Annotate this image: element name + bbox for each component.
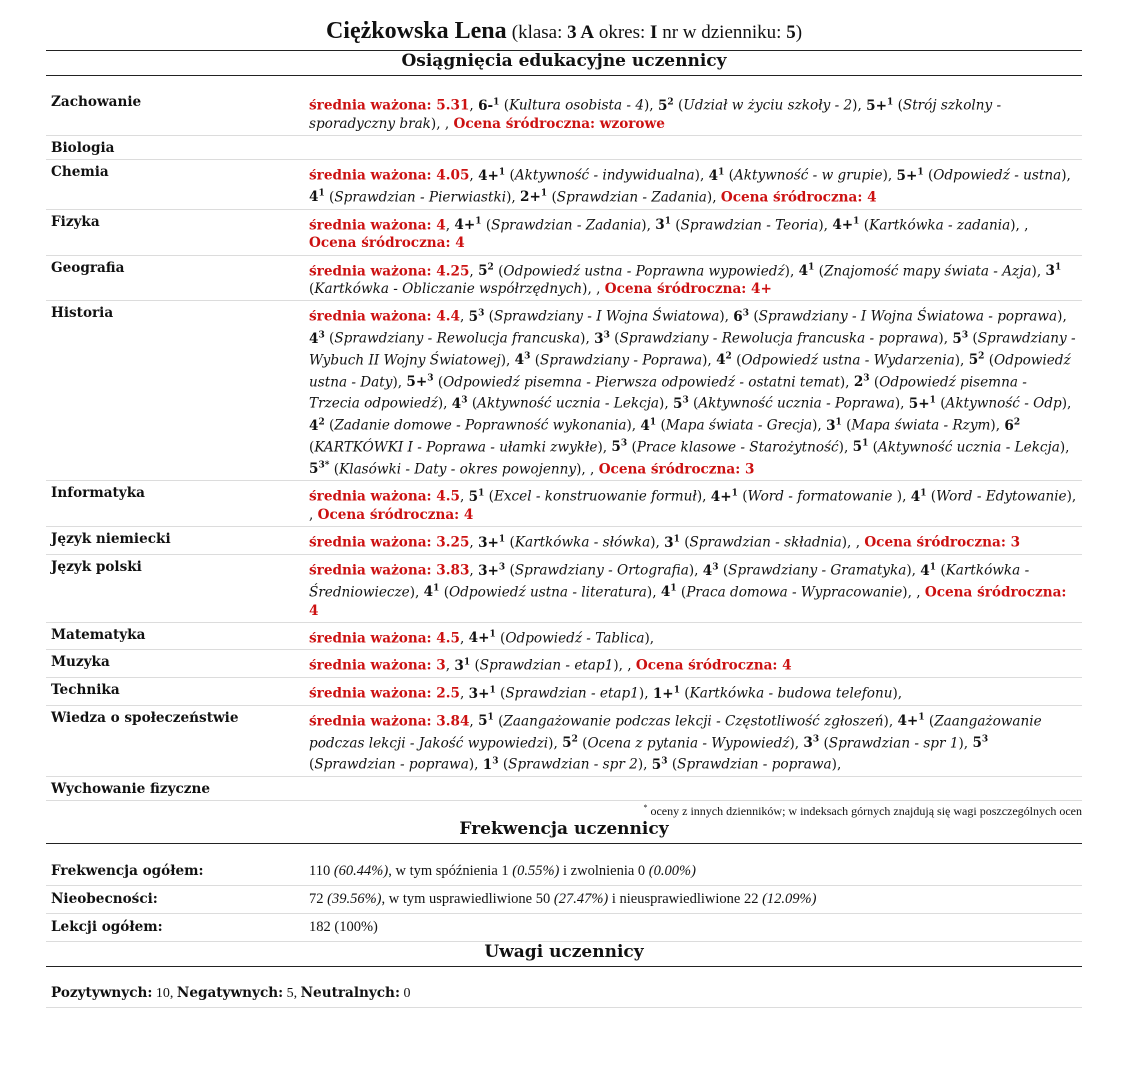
grade-value: 4+$^1$ <box>478 167 506 184</box>
grade-description: Sprawdziany - Ortografia <box>514 562 689 579</box>
grade-weight: 3 <box>461 395 468 406</box>
grade-value: 6-$^1$ <box>478 97 500 114</box>
grade-value: 4+$^1$ <box>710 488 738 505</box>
grade-value: $3^3$ <box>803 734 820 752</box>
class-value: 3 A <box>567 22 595 43</box>
grade-description: Udział w życiu szkoły - 2 <box>683 97 853 114</box>
neutral-label: Neutralnych: <box>300 985 400 1002</box>
grade-value: $4^1$ <box>660 583 677 601</box>
grade-value: $5^{3*}$ <box>309 460 330 478</box>
weighted-average: średnia ważona: 4.5 <box>309 630 460 647</box>
term-value: I <box>650 22 658 43</box>
grade-description: Sprawdzian - Zadania <box>556 189 707 206</box>
grade-weight: 3 <box>812 734 820 745</box>
grades-table <box>46 90 1082 801</box>
subject-name: Matematyka <box>46 622 309 650</box>
grade-value: $5^3$ <box>972 734 989 752</box>
grade-value: $3^1$ <box>664 534 680 551</box>
subject-grades: średnia ważona: 4.05, 4+$^1$ (Aktywność - indywidualna), $4^1$ (Aktywność - w grupie), 5+$^1$ (Odpowiedź - ustna), $4^1$ (Sprawdzian - Pierwiastki), 2+$^1$ (Sprawdzian - Zadania), Ocena śródroczna: 4 <box>309 160 1082 209</box>
weighted-average: średnia ważona: 4.4 <box>309 309 460 326</box>
term-grade: Ocena śródroczna: 3 <box>598 461 755 478</box>
grade-description: Aktywność ucznia - Lekcja <box>477 395 660 412</box>
grade-weight: 1 <box>493 97 500 107</box>
grade-value: $5^1$ <box>468 488 485 505</box>
subject-row <box>46 678 1082 706</box>
grade-value: 2+$^1$ <box>520 188 548 206</box>
grade-value: $3^1$ <box>655 216 671 234</box>
grade-description: Znajomość mapy świata - Azja <box>823 263 1032 280</box>
grade-weight: 1 <box>1054 262 1062 273</box>
student-name: Ciężkowska Lena <box>325 18 507 44</box>
grade-value: $4^3$ <box>309 330 325 347</box>
grade-description: Zaangażowanie podczas lekcji - Częstotliwość zgłoszeń <box>503 713 884 730</box>
grade-description: Aktywność - indywidualna <box>514 167 695 184</box>
grade-value: 4+$^1$ <box>897 712 925 730</box>
grade-description: Sprawdziany - Poprawa <box>540 352 703 369</box>
subject-row <box>46 160 1082 209</box>
grade-description: Sprawdzian - składnia <box>689 534 842 551</box>
grade-weight: 1 <box>487 712 494 723</box>
subject-grades: średnia ważona: 4, 4+$^1$ (Sprawdzian - Zadania), $3^1$ (Sprawdzian - Teoria), 4+$^1$ (Kartkówka - zadania), , Ocena śródroczna: 4 <box>309 209 1082 255</box>
grade-value: $5^2$ <box>562 734 578 752</box>
subject-row <box>46 777 1082 801</box>
grade-weight: 1 <box>498 167 506 178</box>
grade-weight: 3 <box>961 330 969 341</box>
grades-section-title: Osiągnięcia edukacyjne uczennicy <box>46 51 1082 76</box>
grade-description: Aktywność - w grupie <box>733 167 883 184</box>
grade-weight: 3 <box>712 562 719 573</box>
grade-description: Sprawdzian - poprawa <box>314 756 469 773</box>
subject-name: Biologia <box>46 135 309 159</box>
grade-description: Odpowiedź ustna - literatura <box>449 584 647 601</box>
grade-weight: 1 <box>886 97 894 107</box>
subject-row <box>46 527 1082 555</box>
weighted-average: średnia ważona: 3.84 <box>309 713 470 730</box>
notes-section-title: Uwagi uczennicy <box>46 942 1082 967</box>
grade-description: Word - formatowanie <box>747 488 897 505</box>
grade-weight: 1 <box>318 188 325 199</box>
subject-grades: średnia ważona: 3.83, 3+$^3$ (Sprawdziany - Ortografia), $4^3$ (Sprawdziany - Gramatyka), $4^1$ (Kartkówka - Średniowiecze), $4^1$ (Odpowiedź ustna - literatura), $4^1$ (Praca domowa - Wypracowanie), , Ocena śródroczna: 4 <box>309 555 1082 623</box>
grade-description: Odpowiedź - ustna <box>933 167 1062 184</box>
grade-value: 5+$^1$ <box>908 395 936 412</box>
grade-weight: 1 <box>670 583 677 594</box>
grade-weight: 1 <box>920 488 927 499</box>
report-page <box>46 0 1082 1008</box>
grade-description: Sprawdzian - spr 2 <box>508 756 638 773</box>
subject-name: Chemia <box>46 160 309 209</box>
grade-weight: 1 <box>718 167 725 178</box>
subject-row <box>46 209 1082 255</box>
subject-name: Wychowanie fizyczne <box>46 777 309 801</box>
subject-row <box>46 481 1082 527</box>
subject-grades: średnia ważona: 4.25, $5^2$ (Odpowiedź ustna - Poprawna wypowiedź), $4^1$ (Znajomość mapy świata - Azja), $3^1$ (Kartkówka - Obliczanie współrzędnych), , Ocena śródroczna: 4+ <box>309 255 1082 301</box>
grade-description: Sprawdzian - spr 1 <box>828 735 959 752</box>
grade-value: $5^1$ <box>478 712 494 730</box>
attendance-value: 182 (100%) <box>309 914 1082 942</box>
grade-description: Sprawdzian - Zadania <box>491 217 642 234</box>
grade-weight: 3* <box>318 460 330 471</box>
grade-weight: 1 <box>489 629 496 640</box>
term-grade: Ocena śródroczna: wzorowe <box>453 115 665 132</box>
subject-grades: średnia ważona: 3, $3^1$ (Sprawdzian - etap1), , Ocena śródroczna: 4 <box>309 650 1082 678</box>
subject-name: Wiedza o społeczeństwie <box>46 705 309 776</box>
weighted-average: średnia ważona: 4.25 <box>309 263 470 280</box>
grade-weight: 1 <box>929 395 936 406</box>
grade-description: Prace klasowe - Starożytność <box>636 439 839 456</box>
grade-description: Klasówki - Daty - okres powojenny <box>339 461 577 478</box>
grade-weight: 3 <box>427 373 434 384</box>
positive-label: Pozytywnych: <box>51 985 153 1002</box>
grade-weight: 1 <box>463 657 471 668</box>
grade-value: $5^3$ <box>952 330 969 347</box>
grade-description: Sprawdziany - I Wojna Światowa - poprawa <box>758 309 1058 326</box>
term-grade: Ocena śródroczna: 4 <box>309 584 1067 619</box>
grade-description: Odpowiedź ustna - Wydarzenia <box>741 352 955 369</box>
grade-weight: 2 <box>667 97 674 107</box>
grade-weight: 1 <box>498 534 506 545</box>
grade-value: 1+$^1$ <box>652 685 680 702</box>
attendance-row <box>46 914 1082 942</box>
grade-description: Mapa świata - Grecja <box>665 417 813 434</box>
grade-description: Mapa świata - Rzym <box>851 417 991 434</box>
grade-weight: 3 <box>524 351 531 362</box>
attendance-label: Frekwencja ogółem: <box>46 858 309 886</box>
attendance-section-title: Frekwencja uczennicy <box>46 819 1082 844</box>
grade-value: $1^3$ <box>482 756 499 773</box>
subject-grades <box>309 135 1082 159</box>
grade-description: Sprawdzian - etap1 <box>505 685 639 702</box>
subject-name: Fizyka <box>46 209 309 255</box>
grade-value: $3^1$ <box>1045 262 1062 280</box>
page-title <box>46 0 1082 51</box>
subject-grades: średnia ważona: 4.4, $5^3$ (Sprawdziany - I Wojna Światowa), $6^3$ (Sprawdziany - I Wojna Światowa - poprawa), $4^3$ (Sprawdziany - Rewolucja francuska), $3^3$ (Sprawdziany - Rewolucja francuska - poprawa), $5^3$ (Sprawdziany - Wybuch II Wojny Światowej), $4^3$ (Sprawdziany - Poprawa), $4^2$ (Odpowiedź ustna - Wydarzenia), $5^2$ (Odpowiedź ustna - Daty), 5+$^3$ (Odpowiedź pisemna - Pierwsza odpowiedź - ostatni temat), $2^3$ (Odpowiedź pisemna - Trzecia odpowiedź), $4^3$ (Aktywność ucznia - Lekcja), $5^3$ (Aktywność ucznia - Poprawa), 5+$^1$ (Aktywność - Odp), $4^2$ (Zadanie domowe - Poprawność wykonania), $4^1$ (Mapa świata - Grecja), $3^1$ (Mapa świata - Rzym), $6^2$ (KARTKÓWKI I - Poprawa - ułamki zwykłe), $5^3$ (Prace klasowe - Starożytność), $5^1$ (Aktywność ucznia - Lekcja), $5^{3*}$ (Klasówki - Daty - okres powojenny), , Ocena śródroczna: 3 <box>309 301 1082 481</box>
grade-description: Sprawdzian - poprawa <box>677 756 832 773</box>
grade-description: Sprawdzian - Pierwiastki <box>334 189 507 206</box>
grade-weight: 2 <box>978 351 985 362</box>
grade-description: Kultura osobista - 4 <box>509 97 644 114</box>
subject-row <box>46 622 1082 650</box>
grade-value: $2^3$ <box>853 373 870 391</box>
grade-description: Strój szkolny - sporadyczny brak <box>309 97 1002 132</box>
subject-grades: średnia ważona: 5.31, 6-$^1$ (Kultura osobista - 4), $5^2$ (Udział w życiu szkoły - 2), 5+$^1$ (Strój szkolny - sporadyczny brak), , Ocena śródroczna: wzorowe <box>309 90 1082 135</box>
grade-value: $3^1$ <box>454 657 471 674</box>
grade-value: 3+$^1$ <box>478 534 506 551</box>
grade-weight: 2 <box>318 417 325 428</box>
grade-value: $5^3$ <box>611 438 628 456</box>
grade-weight: 3 <box>603 330 610 341</box>
notes-summary <box>46 985 1082 1008</box>
grade-description: Aktywność - Odp <box>945 395 1062 412</box>
grade-value: $5^3$ <box>673 395 689 412</box>
grade-value: 4+$^1$ <box>832 216 860 234</box>
grade-weight: 2 <box>571 734 578 745</box>
grade-weight: 1 <box>489 685 496 696</box>
grade-description: KARTKÓWKI I - Poprawa - ułamki zwykłe <box>314 439 598 456</box>
weighted-average: średnia ważona: 4.5 <box>309 488 460 505</box>
attendance-row <box>46 886 1082 914</box>
grade-value: 4+$^1$ <box>468 629 496 647</box>
grade-description: Kartkówka - Obliczanie współrzędnych <box>314 281 583 298</box>
grade-description: Sprawdziany - Rewolucja francuska <box>334 330 581 347</box>
grade-weight: 3 <box>492 756 499 767</box>
weighted-average: średnia ważona: 5.31 <box>309 97 470 114</box>
grade-weight: 3 <box>682 395 689 406</box>
grade-weight: 3 <box>742 308 750 319</box>
negative-value: 5, <box>283 986 301 1002</box>
grade-description: Kartkówka - słówka <box>514 534 651 551</box>
negative-label: Negatywnych: <box>176 985 284 1002</box>
grade-value: $4^3$ <box>514 351 531 369</box>
positive-value: 10, <box>152 986 177 1002</box>
grades-footnote: * oceny z innych dzienników; w indeksach górnych znajdują się wagi poszczególnych ocen <box>643 803 1082 819</box>
grade-value: 3+$^1$ <box>468 685 496 702</box>
grade-description: Word - Edytowanie <box>936 488 1067 505</box>
subject-row <box>46 705 1082 776</box>
grade-description: Kartkówka - Średniowiecze <box>309 562 1030 601</box>
subject-grades <box>309 777 1082 801</box>
subject-name: Historia <box>46 301 309 481</box>
grade-value: $4^3$ <box>702 562 719 579</box>
grade-description: Aktywność ucznia - Lekcja <box>877 439 1060 456</box>
subject-name: Język polski <box>46 555 309 623</box>
subject-row <box>46 555 1082 623</box>
term-grade: Ocena śródroczna: 4+ <box>604 281 772 298</box>
subject-name: Technika <box>46 678 309 706</box>
grade-weight: 1 <box>433 583 440 594</box>
grade-description: Sprawdziany - Wybuch II Wojny Światowej <box>309 330 1076 369</box>
weighted-average: średnia ważona: 3.83 <box>309 562 470 579</box>
grade-description: Excel - konstruowanie formuł <box>493 488 697 505</box>
grade-description: Praca domowa - Wypracowanie <box>686 584 903 601</box>
grade-value: $6^3$ <box>733 308 750 326</box>
grade-value: 5+$^1$ <box>896 167 924 184</box>
term-grade: Ocena śródroczna: 3 <box>864 534 1021 551</box>
grade-description: Ocena z pytania - Wypowiedź <box>587 735 790 752</box>
grade-weight: 2 <box>725 351 732 362</box>
grade-value: $5^3$ <box>651 756 668 773</box>
grade-value: 5+$^3$ <box>406 373 434 391</box>
attendance-label: Lekcji ogółem: <box>46 914 309 942</box>
grade-description: Sprawdziany - I Wojna Światowa <box>493 309 720 326</box>
subject-row <box>46 255 1082 301</box>
grade-value: $6^2$ <box>1004 417 1021 434</box>
grade-value: $3^1$ <box>826 417 842 434</box>
grade-weight: 3 <box>498 562 506 573</box>
grade-weight: 1 <box>478 488 485 499</box>
grade-description: Odpowiedź ustna - Poprawna wypowiedź <box>503 263 785 280</box>
subject-grades: średnia ważona: 3.25, 3+$^1$ (Kartkówka - słówka), $3^1$ (Sprawdzian - składnia), , Ocena śródroczna: 3 <box>309 527 1082 555</box>
grade-weight: 1 <box>731 488 738 499</box>
subject-grades: średnia ważona: 4.5, $5^1$ (Excel - konstruowanie formuł), 4+$^1$ (Word - formatowanie ), $4^1$ (Word - Edytowanie), , Ocena śródroczna: 4 <box>309 481 1082 527</box>
grade-weight: 1 <box>475 216 482 227</box>
grade-weight: 1 <box>664 216 671 227</box>
grade-description: Zadanie domowe - Poprawność wykonania <box>334 417 627 434</box>
weighted-average: średnia ważona: 3.25 <box>309 534 470 551</box>
number-value: 5 <box>786 22 796 43</box>
attendance-table <box>46 858 1082 942</box>
subject-name: Język niemiecki <box>46 527 309 555</box>
subject-row <box>46 135 1082 159</box>
grade-description: Kartkówka - budowa telefonu <box>689 685 893 702</box>
grade-weight: 1 <box>649 417 657 428</box>
grade-value: $4^2$ <box>716 351 732 369</box>
grade-description: Sprawdzian - Teoria <box>680 217 819 234</box>
term-grade: Ocena śródroczna: 4 <box>309 235 465 252</box>
subject-grades: średnia ważona: 3.84, $5^1$ (Zaangażowanie podczas lekcji - Częstotliwość zgłoszeń), 4+$^1$ (Zaangażowanie podczas lekcji - Jakość wypowiedzi), $5^2$ (Ocena z pytania - Wypowiedź), $3^3$ (Sprawdzian - spr 1), $5^3$ (Sprawdzian - poprawa), $1^3$ (Sprawdzian - spr 2), $5^3$ (Sprawdzian - poprawa), <box>309 705 1082 776</box>
attendance-row <box>46 858 1082 886</box>
grade-value: $5^2$ <box>478 262 494 280</box>
grade-weight: 1 <box>917 167 924 178</box>
attendance-value: 72 (39.56%), w tym usprawiedliwione 50 (27.47%) i nieusprawiedliwione 22 (12.09%) <box>309 886 1082 914</box>
subject-name: Zachowanie <box>46 90 309 135</box>
grade-weight: 1 <box>540 188 548 199</box>
grade-value: $4^1$ <box>708 167 725 184</box>
grade-weight: 1 <box>918 712 925 723</box>
subject-name: Informatyka <box>46 481 309 527</box>
grade-description: Zaangażowanie podczas lekcji - Jakość wypowiedzi <box>309 713 1042 752</box>
neutral-value: 0 <box>399 986 411 1002</box>
grade-value: $4^2$ <box>309 417 325 434</box>
grade-value: $5^2$ <box>657 97 674 114</box>
grade-weight: 1 <box>808 262 815 273</box>
grade-weight: 3 <box>863 373 870 384</box>
grade-description: Kartkówka - zadania <box>869 217 1011 234</box>
weighted-average: średnia ważona: 4.05 <box>309 167 470 184</box>
grade-weight: 1 <box>673 685 680 696</box>
grade-description: Odpowiedź - Tablica <box>505 630 645 647</box>
grade-value: $4^1$ <box>309 188 325 206</box>
grade-weight: 3 <box>981 734 989 745</box>
grade-value: $4^1$ <box>920 562 937 579</box>
subject-grades: średnia ważona: 4.5, 4+$^1$ (Odpowiedź - Tablica), <box>309 622 1082 650</box>
grade-description: Odpowiedź pisemna - Trzecia odpowiedź <box>309 374 1027 412</box>
subject-name: Geografia <box>46 255 309 301</box>
grade-weight: 1 <box>853 216 860 227</box>
grade-weight: 3 <box>318 330 325 341</box>
attendance-value: 110 (60.44%), w tym spóźnienia 1 (0.55%) i zwolnienia 0 (0.00%) <box>309 858 1082 886</box>
attendance-label: Nieobecności: <box>46 886 309 914</box>
grade-weight: 3 <box>478 308 485 319</box>
grade-description: Odpowiedź pisemna - Pierwsza odpowiedź - ostatni temat <box>443 374 840 391</box>
grade-value: $4^3$ <box>451 395 468 412</box>
grade-value: 4+$^1$ <box>454 216 482 234</box>
grade-value: $3^3$ <box>594 330 610 347</box>
grade-weight: 1 <box>673 534 680 545</box>
grade-weight: 2 <box>1013 417 1021 428</box>
grade-description: Aktywność ucznia - Poprawa <box>698 395 895 412</box>
subject-row <box>46 90 1082 135</box>
grade-weight: 2 <box>487 262 494 273</box>
grade-value: $5^2$ <box>968 351 985 369</box>
grade-weight: 3 <box>661 756 668 767</box>
subject-row <box>46 650 1082 678</box>
grade-description: Sprawdziany - Gramatyka <box>728 562 907 579</box>
grade-value: 5+$^1$ <box>866 97 894 114</box>
student-info: (klasa: 3 A okres: I nr w dzienniku: 5) <box>511 22 803 43</box>
weighted-average: średnia ważona: 3 <box>309 657 446 674</box>
term-grade: Ocena śródroczna: 4 <box>635 657 792 674</box>
weighted-average: średnia ważona: 2.5 <box>309 685 460 702</box>
grade-description: Odpowiedź ustna - Daty <box>309 352 1071 391</box>
grade-weight: 3 <box>620 438 628 449</box>
grade-value: $4^1$ <box>640 417 657 434</box>
subject-grades: średnia ważona: 2.5, 3+$^1$ (Sprawdzian - etap1), 1+$^1$ (Kartkówka - budowa telefonu), <box>309 678 1082 706</box>
grade-description: Sprawdzian - etap1 <box>479 657 614 674</box>
term-grade: Ocena śródroczna: 4 <box>317 507 474 524</box>
grade-value: $4^1$ <box>910 488 927 505</box>
subject-name: Muzyka <box>46 650 309 678</box>
term-grade: Ocena śródroczna: 4 <box>720 189 877 206</box>
grade-value: 3+$^3$ <box>478 562 506 579</box>
grade-value: $5^3$ <box>468 308 485 326</box>
subject-row <box>46 301 1082 481</box>
weighted-average: średnia ważona: 4 <box>309 217 446 234</box>
grade-weight: 1 <box>862 438 869 449</box>
grade-value: $4^1$ <box>798 262 815 280</box>
grade-weight: 1 <box>929 562 937 573</box>
grade-value: $5^1$ <box>852 438 869 456</box>
grade-weight: 1 <box>835 417 842 428</box>
grade-value: $4^1$ <box>423 583 440 601</box>
grade-description: Sprawdziany - Rewolucja francuska - poprawa <box>619 330 939 347</box>
